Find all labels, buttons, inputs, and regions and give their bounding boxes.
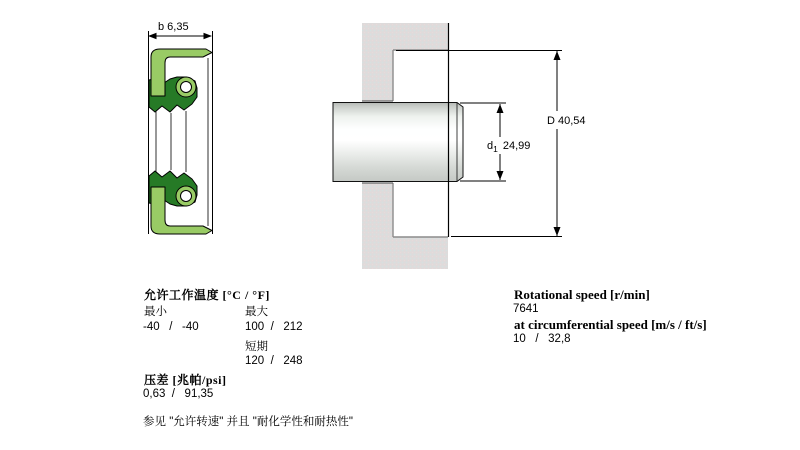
circumferential-speed-header: at circumferential speed [m/s / ft/s]: [514, 317, 707, 332]
seal-bottom-half: [149, 171, 212, 234]
b-dimension-label: b 6,35: [158, 21, 189, 33]
pressure-values: 0,63 / 91,35: [143, 388, 214, 400]
d1-arrow-top: [497, 104, 504, 113]
temp-short-term-values: 120 / 248: [245, 355, 303, 367]
temp-min-values: -40 / -40: [143, 321, 199, 333]
temp-max-label: 最大: [245, 306, 268, 318]
D-arrow-bottom: [554, 227, 561, 236]
garter-spring-bottom-bore: [181, 191, 192, 202]
pressure-section-header: 压差 [兆帕/psi]: [144, 373, 227, 387]
installation-diagram: [315, 15, 615, 280]
b-arrow-right: [204, 33, 213, 39]
b-arrow-left: [148, 33, 157, 39]
rotational-speed-value: 7641: [513, 303, 539, 315]
shaft: [333, 103, 463, 182]
temp-max-values: 100 / 212: [245, 321, 303, 333]
seal-cross-section-drawing: [130, 10, 240, 250]
see-also-note: 参见 "允许转速" 并且 "耐化学性和耐热性": [143, 416, 353, 428]
D-dimension-label: D 40,54: [547, 115, 586, 127]
housing-section-top: [362, 23, 448, 101]
shaft-dimension-d1: [460, 103, 541, 181]
seal-top-half: [149, 49, 212, 112]
rotational-speed-header: Rotational speed [r/min]: [514, 287, 650, 302]
D-arrow-top: [554, 51, 561, 60]
housing-bottom-bore-edges: [393, 183, 448, 237]
circumferential-speed-values: 10 / 32,8: [513, 333, 571, 345]
temp-short-term-label: 短期: [245, 341, 268, 353]
temp-section-header: 允许工作温度 [°C / °F]: [144, 288, 270, 302]
housing-section-bottom: [362, 183, 448, 269]
temp-min-label: 最小: [144, 306, 167, 318]
d1-arrow-bottom: [497, 171, 504, 180]
garter-spring-top-bore: [181, 82, 192, 93]
d1-dimension-label: $d_1$ 24,99: [487, 140, 531, 154]
housing-top-bore-edges: [393, 50, 448, 101]
